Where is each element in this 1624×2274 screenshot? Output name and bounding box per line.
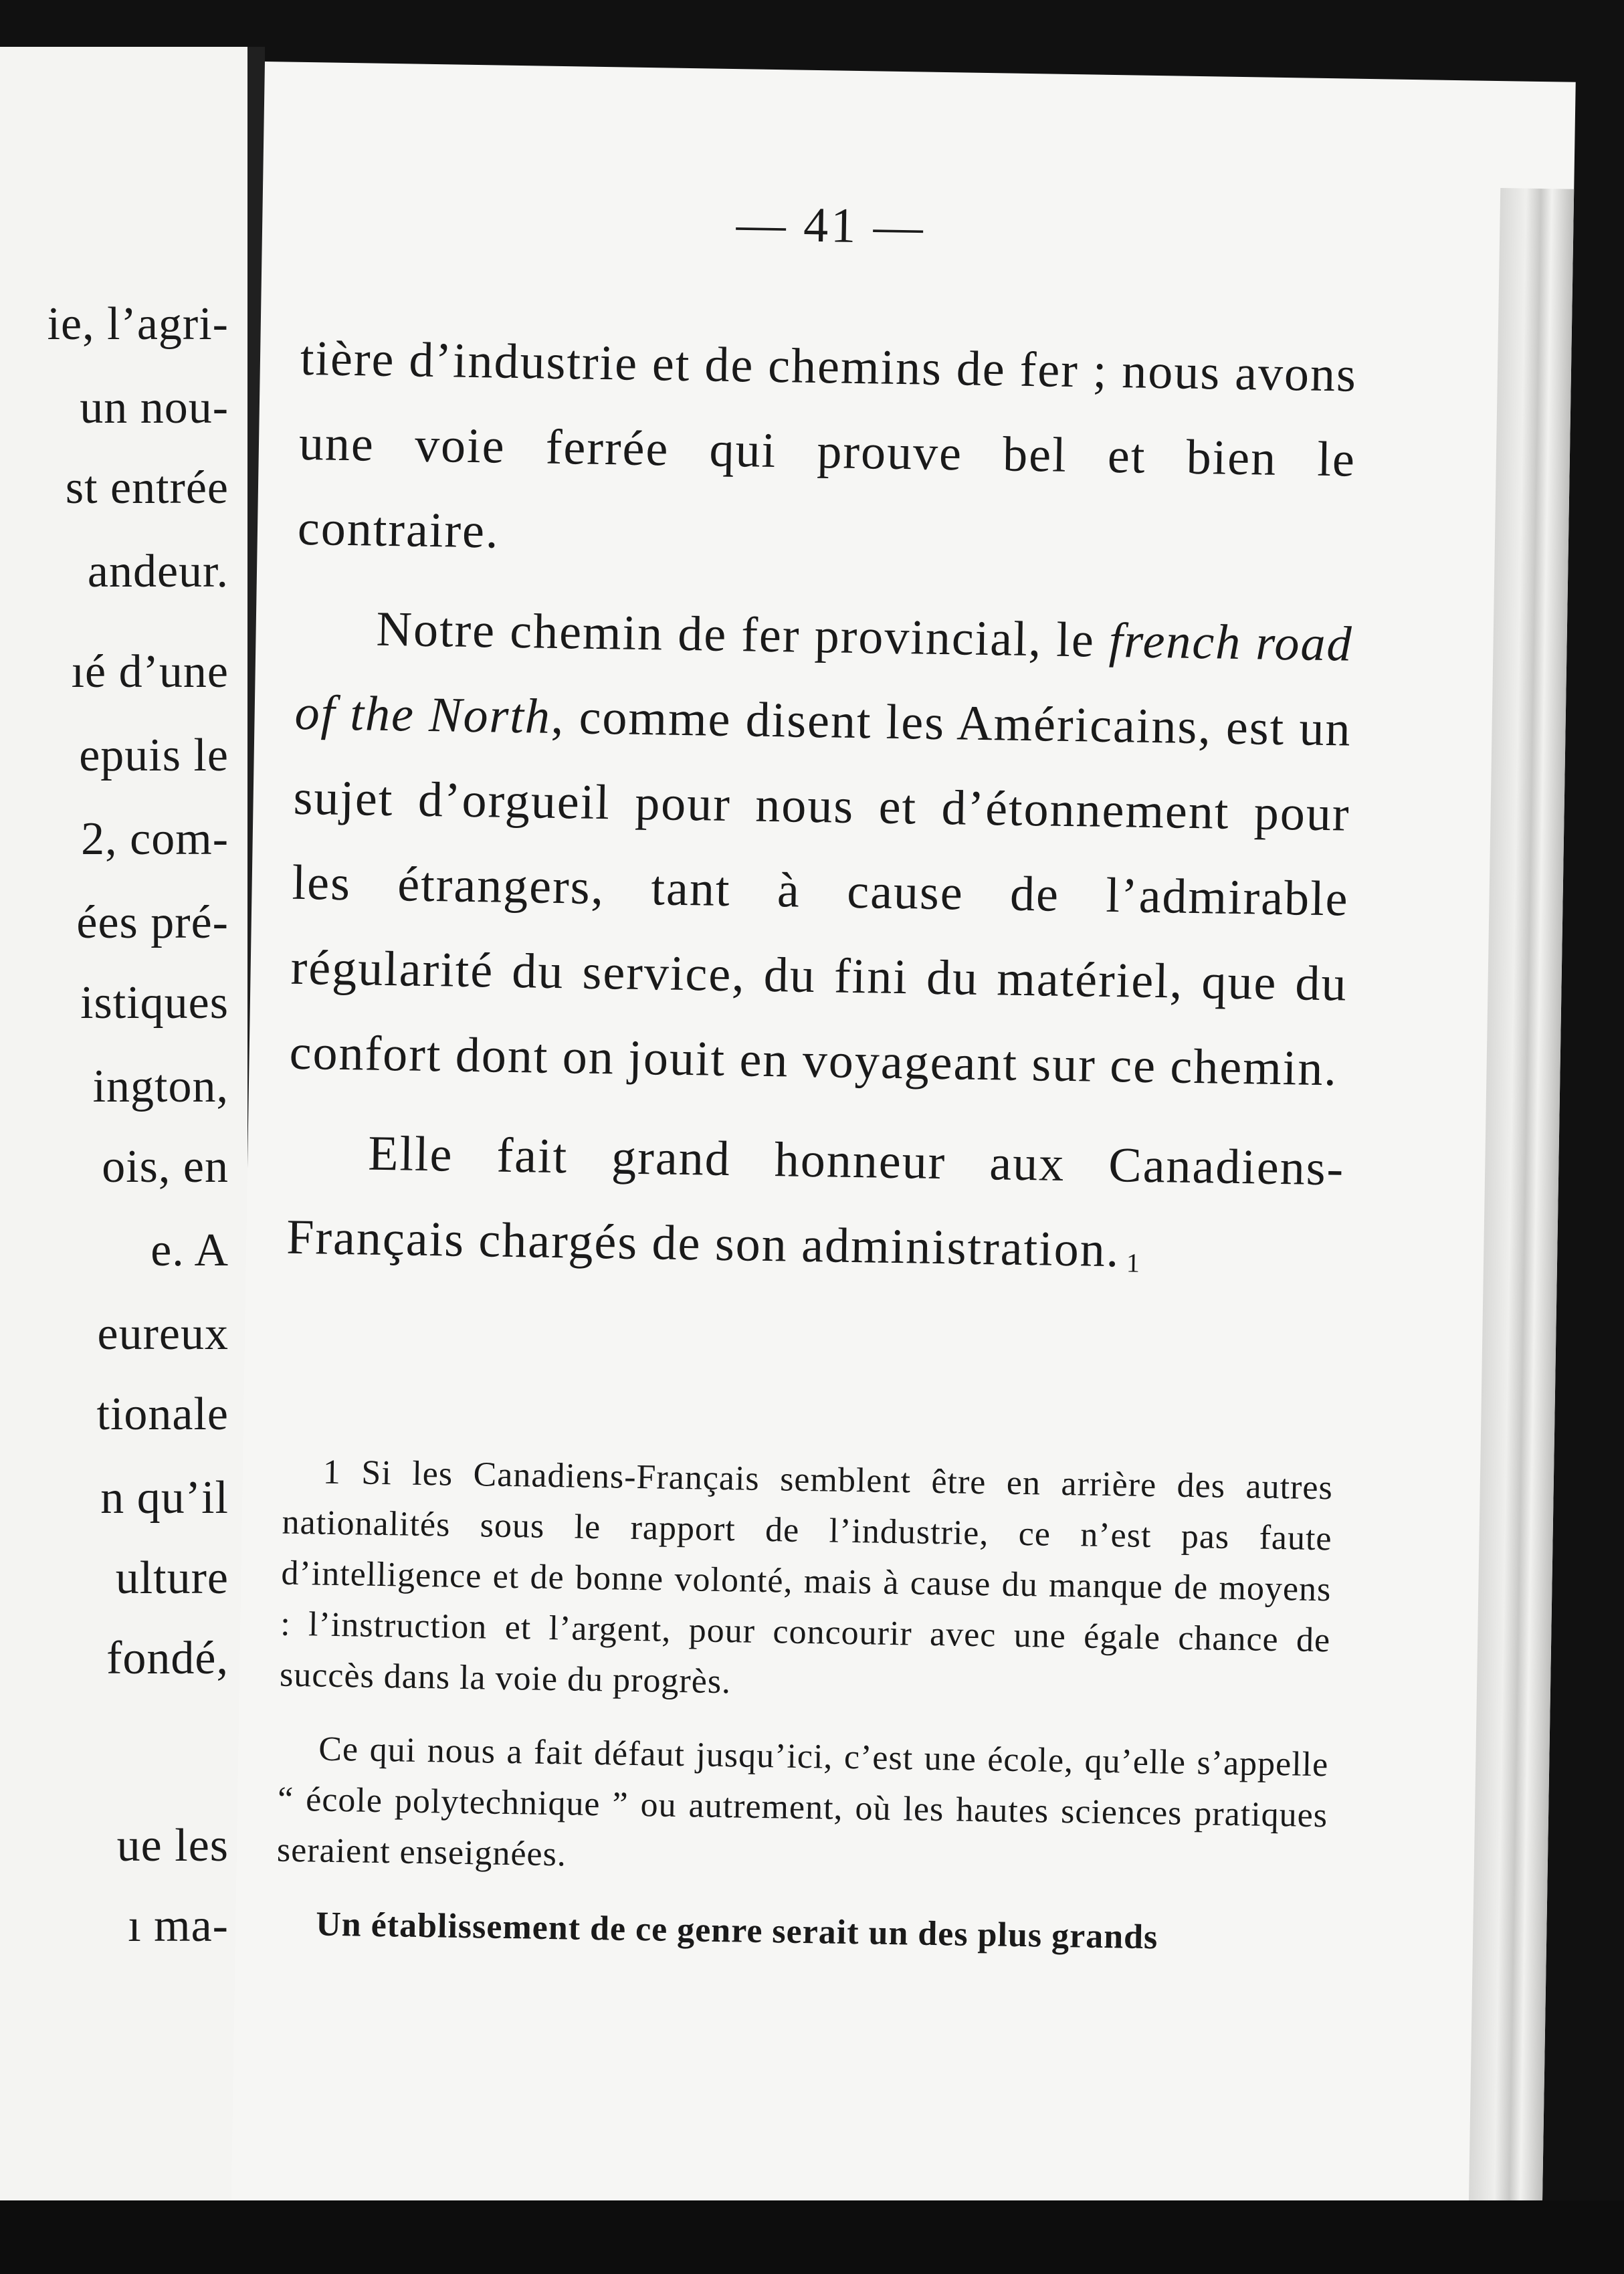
left-line: andeur.: [87, 546, 229, 597]
left-line: st entrée: [65, 462, 229, 514]
right-page: [231, 62, 1575, 2242]
left-line: eureux: [97, 1308, 229, 1360]
footnote-1: 1 Si les Canadiens-Français semblent être en arrière des autres nationalités sous le rapport de l’industrie, ce n’est pas faute d’intelligence et de bonne volonté, mais à cause du manque de moyens : l’instruction et l’argent, pour concourir avec une égale chance de succès dans la voie du progrès.: [279, 1453, 1334, 1701]
footnote-3: Un établissement de ce genre serait un des plus grands: [315, 1905, 1158, 1957]
left-page: [0, 47, 265, 2200]
left-line: ı ma-: [128, 1900, 229, 1952]
left-line: 2, com-: [81, 813, 229, 865]
left-line: ington,: [92, 1061, 229, 1112]
page-edge: [1468, 188, 1575, 2262]
footnote-marker: 1: [1126, 1247, 1142, 1278]
paragraph-2-start: Notre chemin de fer provincial, le: [376, 601, 1110, 668]
paragraph-1: tière d’industrie et de chemins de fer ; nous avons une voie ferrée qui prouve bel et bien le contraire.: [297, 330, 1358, 559]
paragraph-2-end: , comme disent les Américains, est un sujet d’orgueil pour nous et d’étonnement pour les étrangers, tant à cause de l’admirable régularité du service, du fini du matériel, que du confort dont on jouit en voyageant sur ce chemin.: [289, 689, 1352, 1097]
paragraph-2-italic: french road of the North: [294, 613, 1354, 744]
left-line: ulture: [115, 1552, 229, 1604]
footnote-2: Ce qui nous a fait défaut jusqu’ici, c’est une école, qu’elle s’appelle “ école polytechnique ” ou autrement, où les hautes sciences pratiques seraient enseignées.: [276, 1730, 1329, 1874]
page-number: — 41 —: [736, 197, 926, 255]
left-line: ées pré-: [76, 897, 229, 948]
left-line: ue les: [116, 1820, 229, 1871]
left-line: fondé,: [106, 1633, 229, 1684]
left-line: ıé d’une: [71, 646, 229, 698]
left-line: istiques: [80, 977, 229, 1029]
body-text: [286, 316, 1358, 1324]
left-line: ois, en: [102, 1141, 229, 1193]
left-line: un nou-: [80, 382, 229, 433]
paragraph-3: [286, 1110, 1345, 1309]
left-line: n qu’il: [100, 1472, 229, 1524]
footnotes: [275, 1447, 1333, 1989]
scan-border: [0, 2200, 1624, 2274]
left-line: e. A: [150, 1225, 229, 1276]
left-line: tionale: [96, 1388, 229, 1440]
left-line: epuis le: [79, 730, 229, 781]
paragraph-2: [289, 586, 1354, 1112]
left-line: ie, l’agri-: [47, 298, 229, 350]
paragraph-3-text: Elle fait grand honneur aux Canadiens-Français chargés de son administration.: [286, 1126, 1345, 1278]
